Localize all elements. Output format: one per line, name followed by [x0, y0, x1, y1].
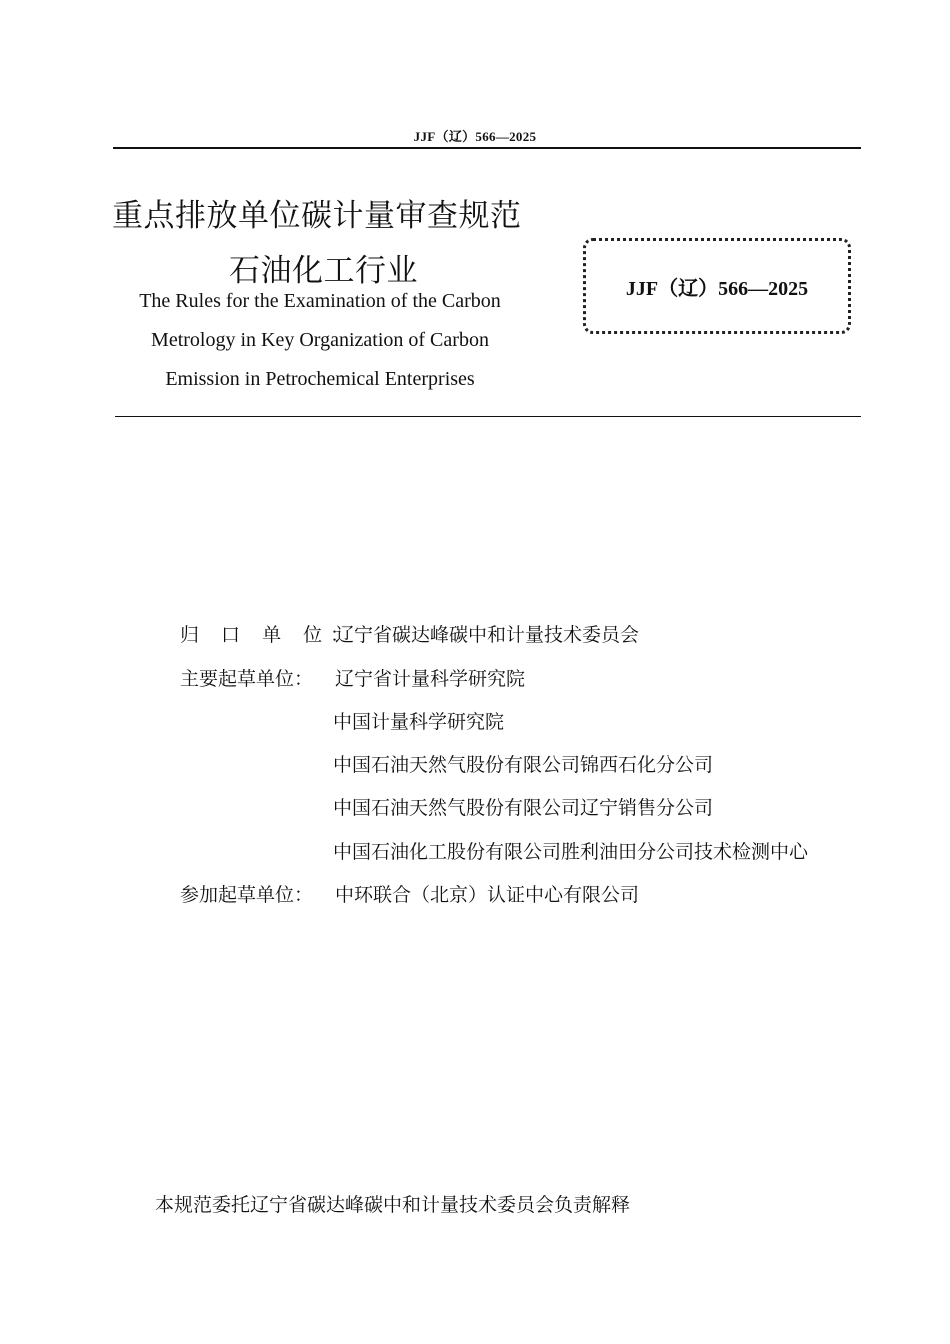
main-drafting-unit-2: 中国计量科学研究院: [333, 711, 505, 733]
main-drafting-unit-5: 中国石油化工股份有限公司胜利油田分公司技术检测中心: [333, 841, 809, 863]
title-english-line-2: Metrology in Key Organization of Carbon: [151, 329, 489, 351]
participating-drafting-unit-value: 中环联合（北京）认证中心有限公司: [335, 884, 640, 906]
standard-code-box: [583, 238, 851, 334]
title-divider: [115, 416, 861, 417]
title-english: [100, 282, 540, 399]
title-chinese-line-2: 石油化工行业: [229, 253, 418, 289]
header-standard-code: JJF（辽）566—2025: [413, 129, 537, 144]
main-drafting-unit-4: 中国石油天然气股份有限公司辽宁销售分公司: [333, 797, 714, 819]
main-drafting-unit-label: 主要起草单位：: [180, 668, 314, 690]
participating-drafting-unit-label: 参加起草单位：: [180, 884, 314, 906]
standard-code-box-text: JJF（辽）566—2025: [625, 277, 809, 300]
centralized-unit-value: 辽宁省碳达峰碳中和计量技术委员会: [335, 624, 640, 646]
title-english-line-3: Emission in Petrochemical Enterprises: [165, 368, 475, 390]
header-divider: [113, 147, 861, 149]
title-english-line-1: The Rules for the Examination of the Carbon: [139, 290, 501, 312]
interpretation-note: 本规范委托辽宁省碳达峰碳中和计量技术委员会负责解释: [155, 1194, 631, 1216]
title-chinese-line-1: 重点排放单位碳计量审查规范: [112, 198, 522, 234]
main-drafting-unit-1: 辽宁省计量科学研究院: [335, 668, 526, 690]
centralized-unit-label: 归 口 单 位：: [180, 624, 358, 646]
main-drafting-unit-3: 中国石油天然气股份有限公司锦西石化分公司: [333, 754, 714, 776]
